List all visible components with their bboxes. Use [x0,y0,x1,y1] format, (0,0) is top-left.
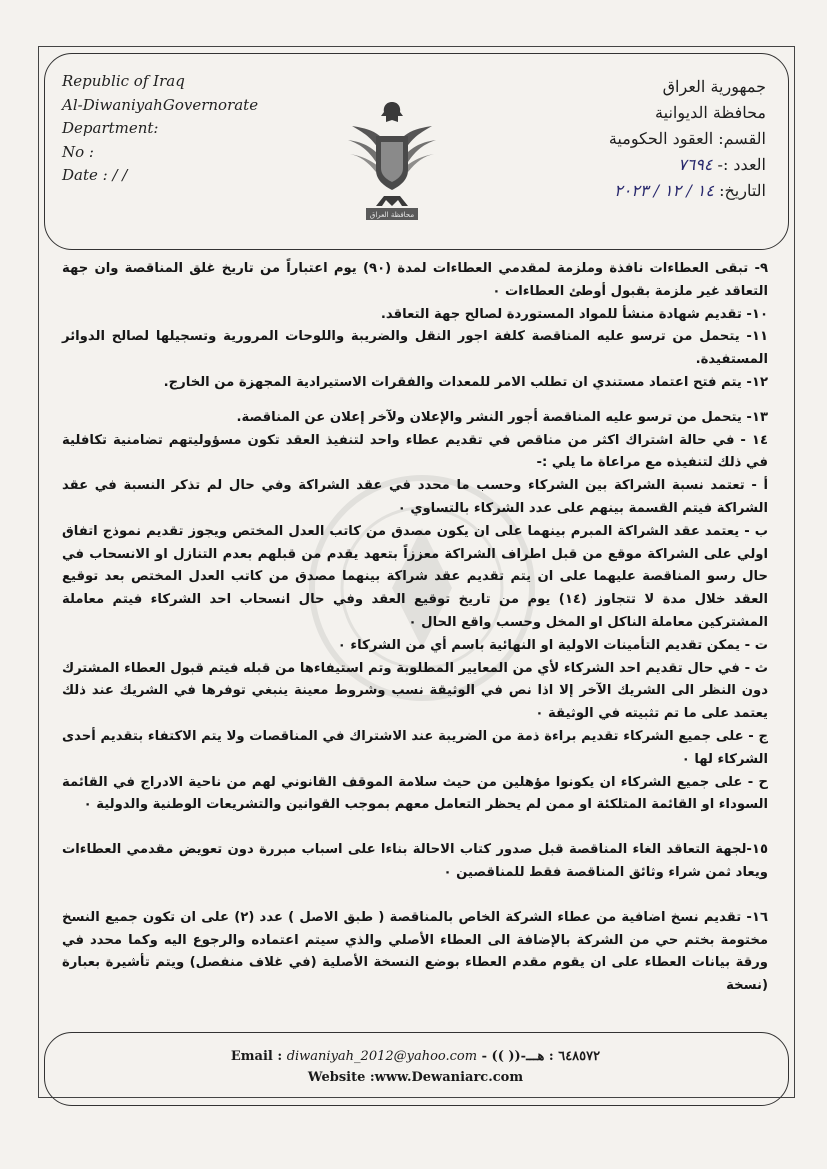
letterhead-arabic [560,74,766,204]
date-en: Date : / / [62,166,128,184]
date-ar [560,178,766,204]
email-label: Email : [230,1049,283,1064]
country-en: Republic of Iraq [62,72,185,90]
department-ar: القسم: العقود الحكومية [608,129,766,148]
item-14: ١٤ - في حالة اشتراك اكثر من مناقص في تقديم عطاء واحد لتنفيذ العقد تكون مسؤوليتهم تضامنية تكافلية في ذلك لتنفيذه مع مراعاة ما يلي :- [62,432,768,471]
item-9: ٩- تبقى العطاءات نافذة وملزمة لمقدمي العطاءات لمدة (٩٠) يوم اعتباراً من تاريخ غلق المناقصة وان جهة التعاقد غير ملزمة بقبول أوطئ العطاءات ٠ [62,261,768,299]
footer-contact [44,1046,787,1067]
date-label-ar: التاريخ: [719,181,766,200]
item-10: ١٠- تقديم شهادة منشأ للمواد المستوردة لصالح جهة التعاقد. [380,306,768,322]
tender-conditions [62,258,768,998]
item-12: ١٢- يتم فتح اعتماد مستندي ان تطلب الامر للمعدات والفقرات الاستيرادية المجهزة من الخارج. [163,374,768,390]
item-15: ١٥-لجهة التعاقد الغاء المناقصة قبل صدور كتاب الاحالة بناءا على اسباب مبررة دون تعويض مقدمي العطاءات ويعاد ثمن شراء وثائق المناقصة فقط للمناقصين ٠ [62,842,768,880]
iraq-eagle-emblem [344,96,440,224]
number-ar [560,152,766,178]
letterhead-english [62,70,292,188]
item-13: ١٣- يتحمل من ترسو عليه المناقصة أجور النشر والإعلان ولآخر إعلان عن المناقصة. [236,409,768,425]
date-value-ar: ١٤ / ١٢ / ٢٠٢٣ [614,181,714,200]
website-link[interactable]: Website :www.Dewaniarc.com [307,1070,524,1085]
country-ar: جمهورية العراق [662,77,766,96]
number-label-ar: العدد :- [717,155,766,174]
item-14-t: ت - يمكن تقديم التأمينات الاولية او النهائية باسم أي من الشركاء ٠ [337,637,768,653]
emblem-caption: محافظة العراق [369,211,415,219]
governorate-ar: محافظة الديوانية [655,103,766,122]
governorate-en: Al-DiwaniyahGovernorate [62,95,259,114]
item-14-h: ح - على جميع الشركاء ان يكونوا مؤهلين من حيث سلامة الموقف القانوني لهم من ناحية الادراج في القائمة السوداء او القائمة المتلكئة او ممن لم يحظر التعامل معهم بموجب القوانين والتشريعات الوطنية والدولية ٠ [62,774,768,813]
item-14-th: ث - في حال تقديم احد الشركاء لأي من المعايير المطلوبة وتم استيفاءها من قبله فيتم قبول العطاء المشترك دون النظر الى الشريك الآخر إلا اذا نص في الوثيقة نسب وشروط معينة ينبغي توفرها في الشريك عند ذلك يعتمد على ما تم تثبيته في الوثيقة ٠ [62,660,768,722]
department-en: Department: [62,119,159,137]
number-value-ar: ٧٦٩٤ [678,155,713,174]
item-14-b: ب - يعتمد عقد الشراكة المبرم بينهما على ان يكون مصدق من كاتب العدل المختص ويجوز تقديم نموذج اتفاق اولي على الشراكة موقع من قبل اطراف الشراكة معززاً بتعهد يقدم من قبلهم بعدم التنازل او الانسحاب في حال رسو المناقصة عليهما على ان يتم تقديم عقد شراكة بينهما مصدق من كاتب العدل المختص بعد توقيع العقد خلال مدة لا تتجاوز (١٤) يوم من تاريخ توقيع العقد وفي حال انسحاب احد الشركاء فيتم معاملة المشتركين معاملة الناكل او المخل وحسب واقع الحال ٠ [62,523,768,630]
item-14-a: أ - تعتمد نسبة الشراكة بين الشركاء وحسب ما محدد في عقد الشراكة وفي حال لم تذكر النسبة في عقد الشراكة فيتم القسمة بينهم على عدد الشركاء بالتساوي ٠ [62,478,768,516]
item-16: ١٦- تقديم نسخ اضافية من عطاء الشركة الخاص بالمناقصة ( طبق الاصل ) عدد (٢) على ان تكون جميع النسخ مختومة بختم حي من الشركة بالإضافة الى العطاء الأصلي والذي سيتم اعتماده والرجوع اليه وكما محدد في ورقة بيانات العطاء على ان يقوم مقدم العطاء بوضع النسخة الأصلية (في غلاف منفصل) ويتم تأشيرة بعبارة (نسخة [62,909,768,994]
phone-number: - (( ))-٦٤٨٥٧٢ : هـــ [481,1049,601,1064]
email-link[interactable]: diwaniyah_2012@yahoo.com [286,1049,478,1064]
number-en: No : [62,142,94,161]
item-14-j: ج - على جميع الشركاء تقديم براءة ذمة من الضريبة عند الاشتراك في المناقصات ولا يتم الاكتفاء بتقديم أحدى الشركاء لها ٠ [62,728,768,767]
footer [44,1046,787,1088]
item-11: ١١- يتحمل من ترسو عليه المناقصة كلفة اجور النقل والضريبة واللوحات المرورية وتسجيلها لصالح الدوائر المستفيدة. [62,329,768,368]
